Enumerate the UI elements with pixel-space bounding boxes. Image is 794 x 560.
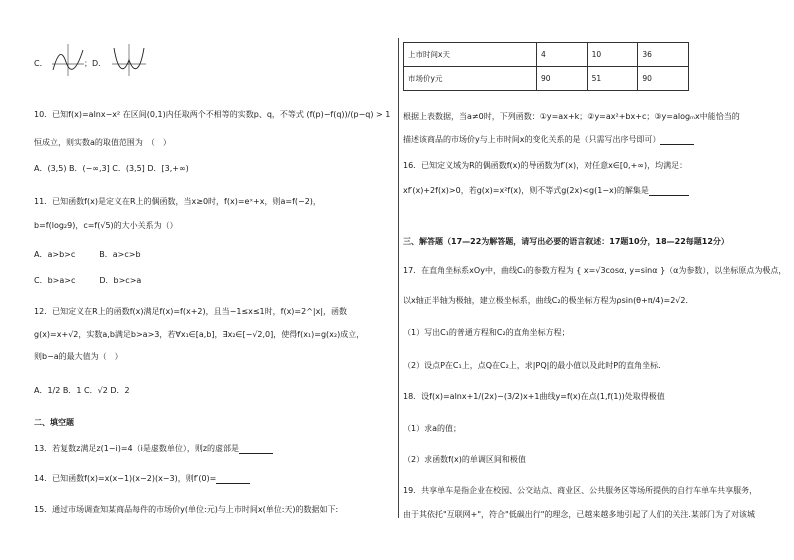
table-cell: 市场价y元 — [404, 67, 537, 91]
q18-sub1: （1）求a的值； — [403, 424, 461, 433]
q17-sub2: （2）设点P在C₁上，点Q在C₂上，求|PQ|的最小值以及此时P的直角坐标． — [403, 361, 667, 370]
q15-continued-line2 — [403, 135, 694, 145]
graph-c-thumbnail — [50, 42, 86, 78]
q15-text: 描述该商品的市场价y与上市时间x的变化关系的是（只需写出序号即可） — [403, 135, 661, 144]
table-cell: 4 — [537, 43, 588, 67]
q18-sub2: （2）求函数f(x)的单调区间和极值 — [403, 455, 526, 464]
q14-text: 14．已知函数f(x)=x(x−1)(x−2)(x−3)，则f′(0)= — [34, 474, 217, 483]
q13-answer-blank[interactable] — [239, 445, 273, 454]
q11-line2: b=f(log₂9)，c=f(√5)的大小关系为（） — [34, 221, 178, 230]
q16-line1: 16．已知定义域为R的偶函数f(x)的导函数为f′(x)，对任意x∈[0,+∞)，均满足： — [403, 161, 688, 170]
q11-options-2: C．b>a>c D．b>c>a — [34, 276, 142, 285]
q18-line1: 18．设f(x)=alnx+1/(2x)−(3/2)x+1曲线y=f(x)在点(1,f(1))处取得极值 — [403, 392, 665, 401]
q11-line1: 11．已知函数f(x)是定义在R上的偶函数，当x≥0时，f(x)=eˣ+x，则a=f(−2)， — [34, 197, 321, 206]
section-fill-in-heading: 二、填空题 — [34, 418, 74, 427]
q15-intro: 15．通过市场调查知某商品每件的市场价y(单位:元)与上市时间x(单位:天)的数据如下: — [34, 505, 339, 514]
q10-line2: 恒成立，则实数a的取值范围为 （ ） — [34, 138, 171, 147]
table-cell: 90 — [537, 67, 588, 91]
q16-text: xf′(x)+2f(x)>0，若g(x)=x²f(x)，则不等式g(2x)<g(1−x)的解集是 — [403, 186, 649, 195]
q11-options-1: A．a>b>c B．a>c>b — [34, 250, 141, 259]
q10-options: A．(3,5) B．(−∞,3] C．(3,5] D．[3,+∞) — [34, 164, 189, 173]
table-cell: 90 — [638, 67, 689, 91]
table-cell: 51 — [587, 67, 638, 91]
table-row — [404, 43, 689, 67]
q12-options: A．1/2 B．1 C．√2 D．2 — [34, 386, 130, 395]
table-cell: 36 — [638, 43, 689, 67]
q12-line2: g(x)=x+√2，实数a,b满足b>a>3，若∀x₁∈[a,b]，∃x₂∈[−√2,0]，使得f(x₁)=g(x₂)成立， — [34, 330, 365, 339]
q10-line1: 10．已知f(x)=alnx−x² 在区间(0,1)内任取两个不相等的实数p、q，不等式 (f(p)−f(q))/(p−q) > 1 — [34, 110, 391, 119]
q19-line1: 19．共享单车是指企业在校园、公交站点、商业区、公共服务区等场所提供的自行车单车共享服务， — [403, 486, 758, 495]
q19-line2: 由于其依托"互联网+"，符合"低碳出行"的理念，已越来越多地引起了人们的关注.某部门为了对该城 — [403, 510, 755, 519]
table-cell: 10 — [587, 43, 638, 67]
q17-sub1: （1）写出C₁的普通方程和C₂的直角坐标方程； — [403, 328, 570, 337]
q17-line2: 以x轴正半轴为极轴，建立极坐标系，曲线C₂的极坐标方程为ρsin(θ+π/4)=2√2． — [403, 296, 694, 305]
q15-continued-line1: 根据上表数据，当a≠0时，下列函数：①y=ax+k；②y=ax²+bx+c；③y=alogₘx中能恰当的 — [403, 112, 740, 121]
section-solution-heading: 三、解答题（17—22为解答题，请写出必要的语言叙述：17题10分，18—22每题12分） — [403, 237, 729, 246]
table-cell: 上市时间x天 — [404, 43, 537, 67]
q14-answer-blank[interactable] — [216, 475, 250, 484]
option-d-label: ；D． — [84, 59, 107, 68]
q12-line3: 则b−a的最大值为（ ） — [34, 352, 123, 361]
q14 — [34, 474, 250, 484]
q13-text: 13．若复数z满足z(1−i)=4（i是虚数单位），则z的虚部是 — [34, 444, 240, 453]
option-c-label: C． — [34, 59, 48, 68]
q17-line1: 17．在直角坐标系xOy中，曲线C₁的参数方程为 { x=√3cosα, y=sinα }（α为参数），以坐标原点为极点， — [403, 266, 787, 275]
q16-line2 — [403, 186, 689, 196]
q15-answer-blank[interactable] — [660, 136, 694, 145]
graph-d-thumbnail — [110, 42, 148, 78]
q16-answer-blank[interactable] — [649, 187, 689, 196]
q13 — [34, 444, 273, 454]
q12-line1: 12．已知定义在R上的函数f(x)满足f(x)=f(x+2)，且当−1≤x≤1时，f(x)=2^|x|，函数 — [34, 307, 348, 316]
column-divider — [398, 38, 399, 518]
table-row — [404, 67, 689, 91]
market-price-table — [403, 42, 689, 91]
